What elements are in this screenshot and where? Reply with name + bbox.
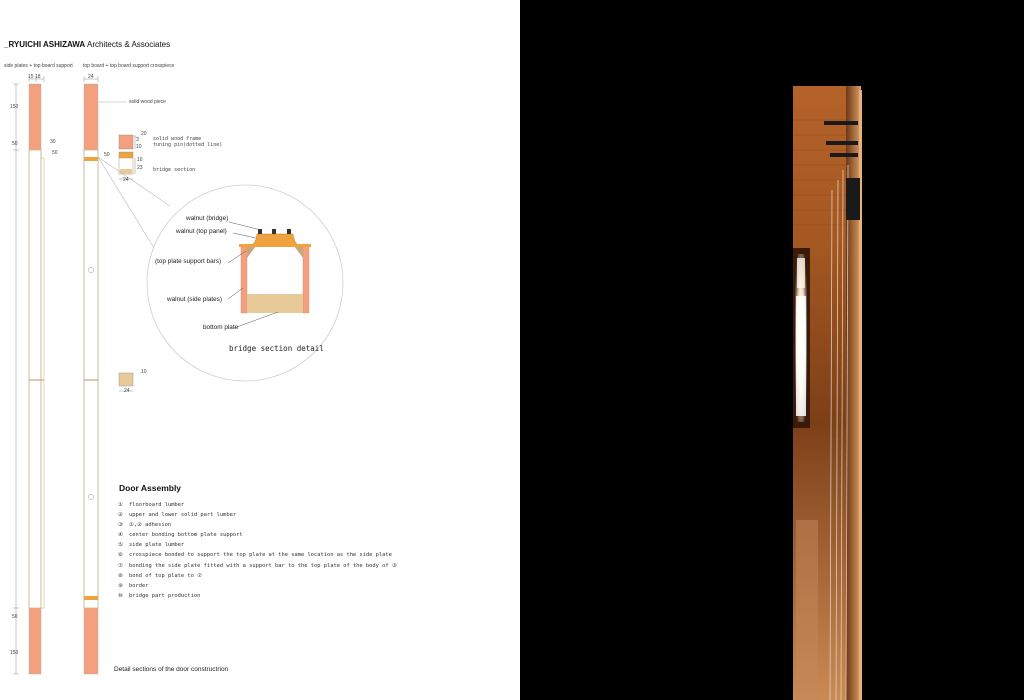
side-plate-left: [29, 150, 41, 608]
door-photo-art: [520, 0, 1024, 700]
firm-logo: _RYUICHI ASHIZAWA Architects & Associates: [4, 40, 171, 49]
callout-walnut-top-panel: walnut (top panel): [176, 228, 227, 235]
list-item: ⑨ border: [118, 582, 149, 589]
callout-walnut-side-plates: walnut (side plates): [167, 296, 223, 303]
list-item: ⑩ bridge part production: [118, 592, 201, 599]
list-item: ⑦ bonding the side plate fitted with a support bar to the top plate of the body of ③: [118, 562, 397, 569]
list-item: ④ center bonding bottom plate support: [118, 532, 243, 539]
top-solid-piece-right: [84, 84, 98, 150]
note-solid-wood-frame: solid wood frame: [153, 136, 202, 142]
detail-title: bridge section detail: [229, 344, 324, 353]
crosspiece-section-small: [119, 373, 133, 386]
list-item: ⑥ crosspiece bonded to support the top plate at the same location as the side plate: [118, 552, 392, 559]
assembly-title: Door Assembly: [119, 483, 182, 493]
drawing-sheet: _RYUICHI ASHIZAWA Architects & Associates side plates + top board support top board + top board support crosspiece 15 18 24 150 50 30 50 50 150 50 20 3 10 10 23 24 10 24 solid wood piece solid wood frame tuning pin(dotted line) bridge section walnut (bridge) walnut (top panel) (top plate support bars) walnut (side plates) bottom plate bridge section detail Door Assembly ① floorboard lumber ② upper and lower solid part lumber ③ ①,② adhesion ④ center bonding bottom plate support ⑤ side plate lumber ⑥ crosspiece bonded to support the top plate at the same location as the side plate ⑦ bonding the side plate fitted with a support bar to the top plate of the body of ③ ⑧ bond of top plate to ⑦ ⑨ border ⑩ bridge part production Detail sections of the door constructrion: [0, 0, 520, 700]
list-item: ③ ①,② adhesion: [118, 522, 172, 529]
callout-support-bars: (top plate support bars): [155, 258, 222, 265]
top-board-heading: top board + top board support crosspiece: [83, 63, 175, 69]
frame-section-small: [119, 135, 133, 149]
bottom-solid-piece-left: [29, 608, 41, 674]
top-solid-piece-left: [29, 84, 41, 150]
side-plates-heading: side plates + top board support: [4, 63, 73, 69]
note-bridge-section: bridge section: [153, 167, 196, 173]
list-item: ⑤ side plate lumber: [118, 542, 185, 549]
list-item: ① floorboard lumber: [118, 502, 185, 508]
assembly-list: [118, 500, 397, 601]
callout-bottom-plate: bottom plate: [203, 324, 239, 331]
note-tuning-pin: tuning pin(dotted line): [153, 142, 223, 148]
door-photo: [520, 0, 1024, 700]
bottom-solid-piece-right: [84, 608, 98, 674]
top-board-right: [84, 150, 98, 608]
note-solid-wood-piece: solid wood piece: [129, 99, 166, 105]
list-item: ⑧ bond of top plate to ⑦: [118, 572, 202, 579]
callout-walnut-bridge: walnut (bridge): [186, 215, 229, 222]
sheet-caption: Detail sections of the door constructrion: [114, 666, 229, 673]
list-item: ② upper and lower solid part lumber: [118, 512, 237, 519]
